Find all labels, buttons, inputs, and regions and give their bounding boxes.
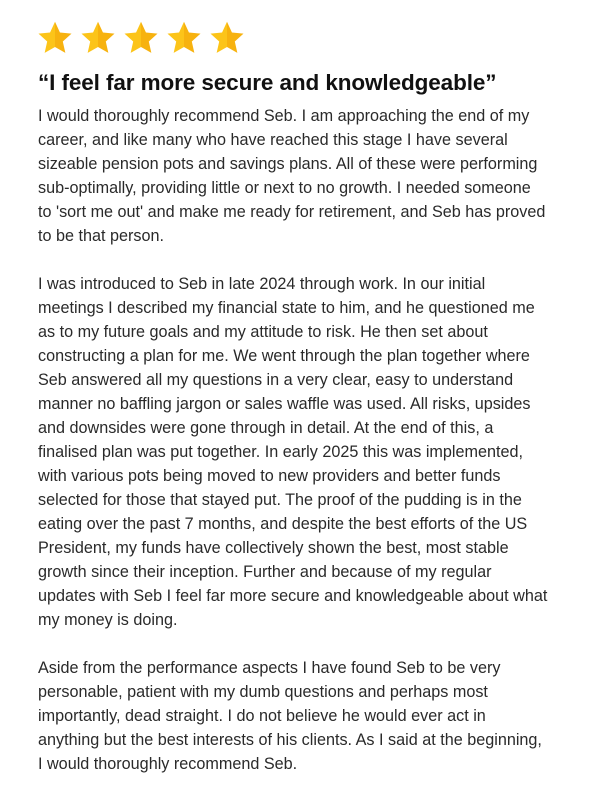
review-line: career, and like many who have reached this stage I have several (38, 131, 508, 149)
star-icon (37, 20, 73, 56)
review-paragraph (38, 104, 547, 248)
review-line: importantly, dead straight. I do not believe he would ever act in (38, 707, 486, 725)
review-line: President, my funds have collectively shown the best, most stable (38, 539, 509, 557)
review-line: finalised plan was put together. In early 2025 this was implemented, (38, 443, 524, 461)
review-line: personable, patient with my dumb questions and perhaps most (38, 683, 488, 701)
review-line: sizeable pension pots and savings plans. All of these were performing (38, 155, 538, 173)
review-line: sub-optimally, providing little or next to no growth. I needed someone (38, 179, 531, 197)
review-line: Aside from the performance aspects I have found Seb to be very (38, 659, 501, 677)
star-icon (80, 20, 116, 56)
review-paragraph (38, 656, 547, 776)
star-icon (123, 20, 159, 56)
star-icon (166, 20, 202, 56)
review-line: anything but the best interests of his clients. As I said at the beginning, (38, 731, 542, 749)
review-line: selected for those that stayed put. The proof of the pudding is in the (38, 491, 522, 509)
review-paragraph (38, 272, 547, 632)
review-line: eating over the past 7 months, and despite the best efforts of the US (38, 515, 528, 533)
star-icon (209, 20, 245, 56)
star-rating (37, 20, 245, 56)
review-line: I would thoroughly recommend Seb. I am approaching the end of my (38, 107, 530, 125)
review-line: to 'sort me out' and make me ready for retirement, and Seb has proved (38, 203, 546, 221)
review-line: manner no baffling jargon or sales waffle was used. All risks, upsides (38, 395, 531, 413)
review-line: to be that person. (38, 227, 164, 245)
review-line: meetings I described my financial state to him, and he questioned me (38, 299, 535, 317)
review-body (38, 104, 547, 800)
review-line: I would thoroughly recommend Seb. (38, 755, 298, 773)
review-title: “I feel far more secure and knowledgeable” (38, 70, 497, 95)
review-line: my money is doing. (38, 611, 178, 629)
review-line: constructing a plan for me. We went through the plan together where (38, 347, 530, 365)
review-line: as to my future goals and my attitude to risk. He then set about (38, 323, 488, 341)
review-line: growth since their inception. Further and because of my regular (38, 563, 492, 581)
review-line: Seb answered all my questions in a very clear, easy to understand (38, 371, 514, 389)
review-line: and downsides were gone through in detail. At the end of this, a (38, 419, 494, 437)
review-line: with various pots being moved to new providers and better funds (38, 467, 501, 485)
review-line: I was introduced to Seb in late 2024 through work. In our initial (38, 275, 486, 293)
review-line: updates with Seb I feel far more secure and knowledgeable about what (38, 587, 548, 605)
